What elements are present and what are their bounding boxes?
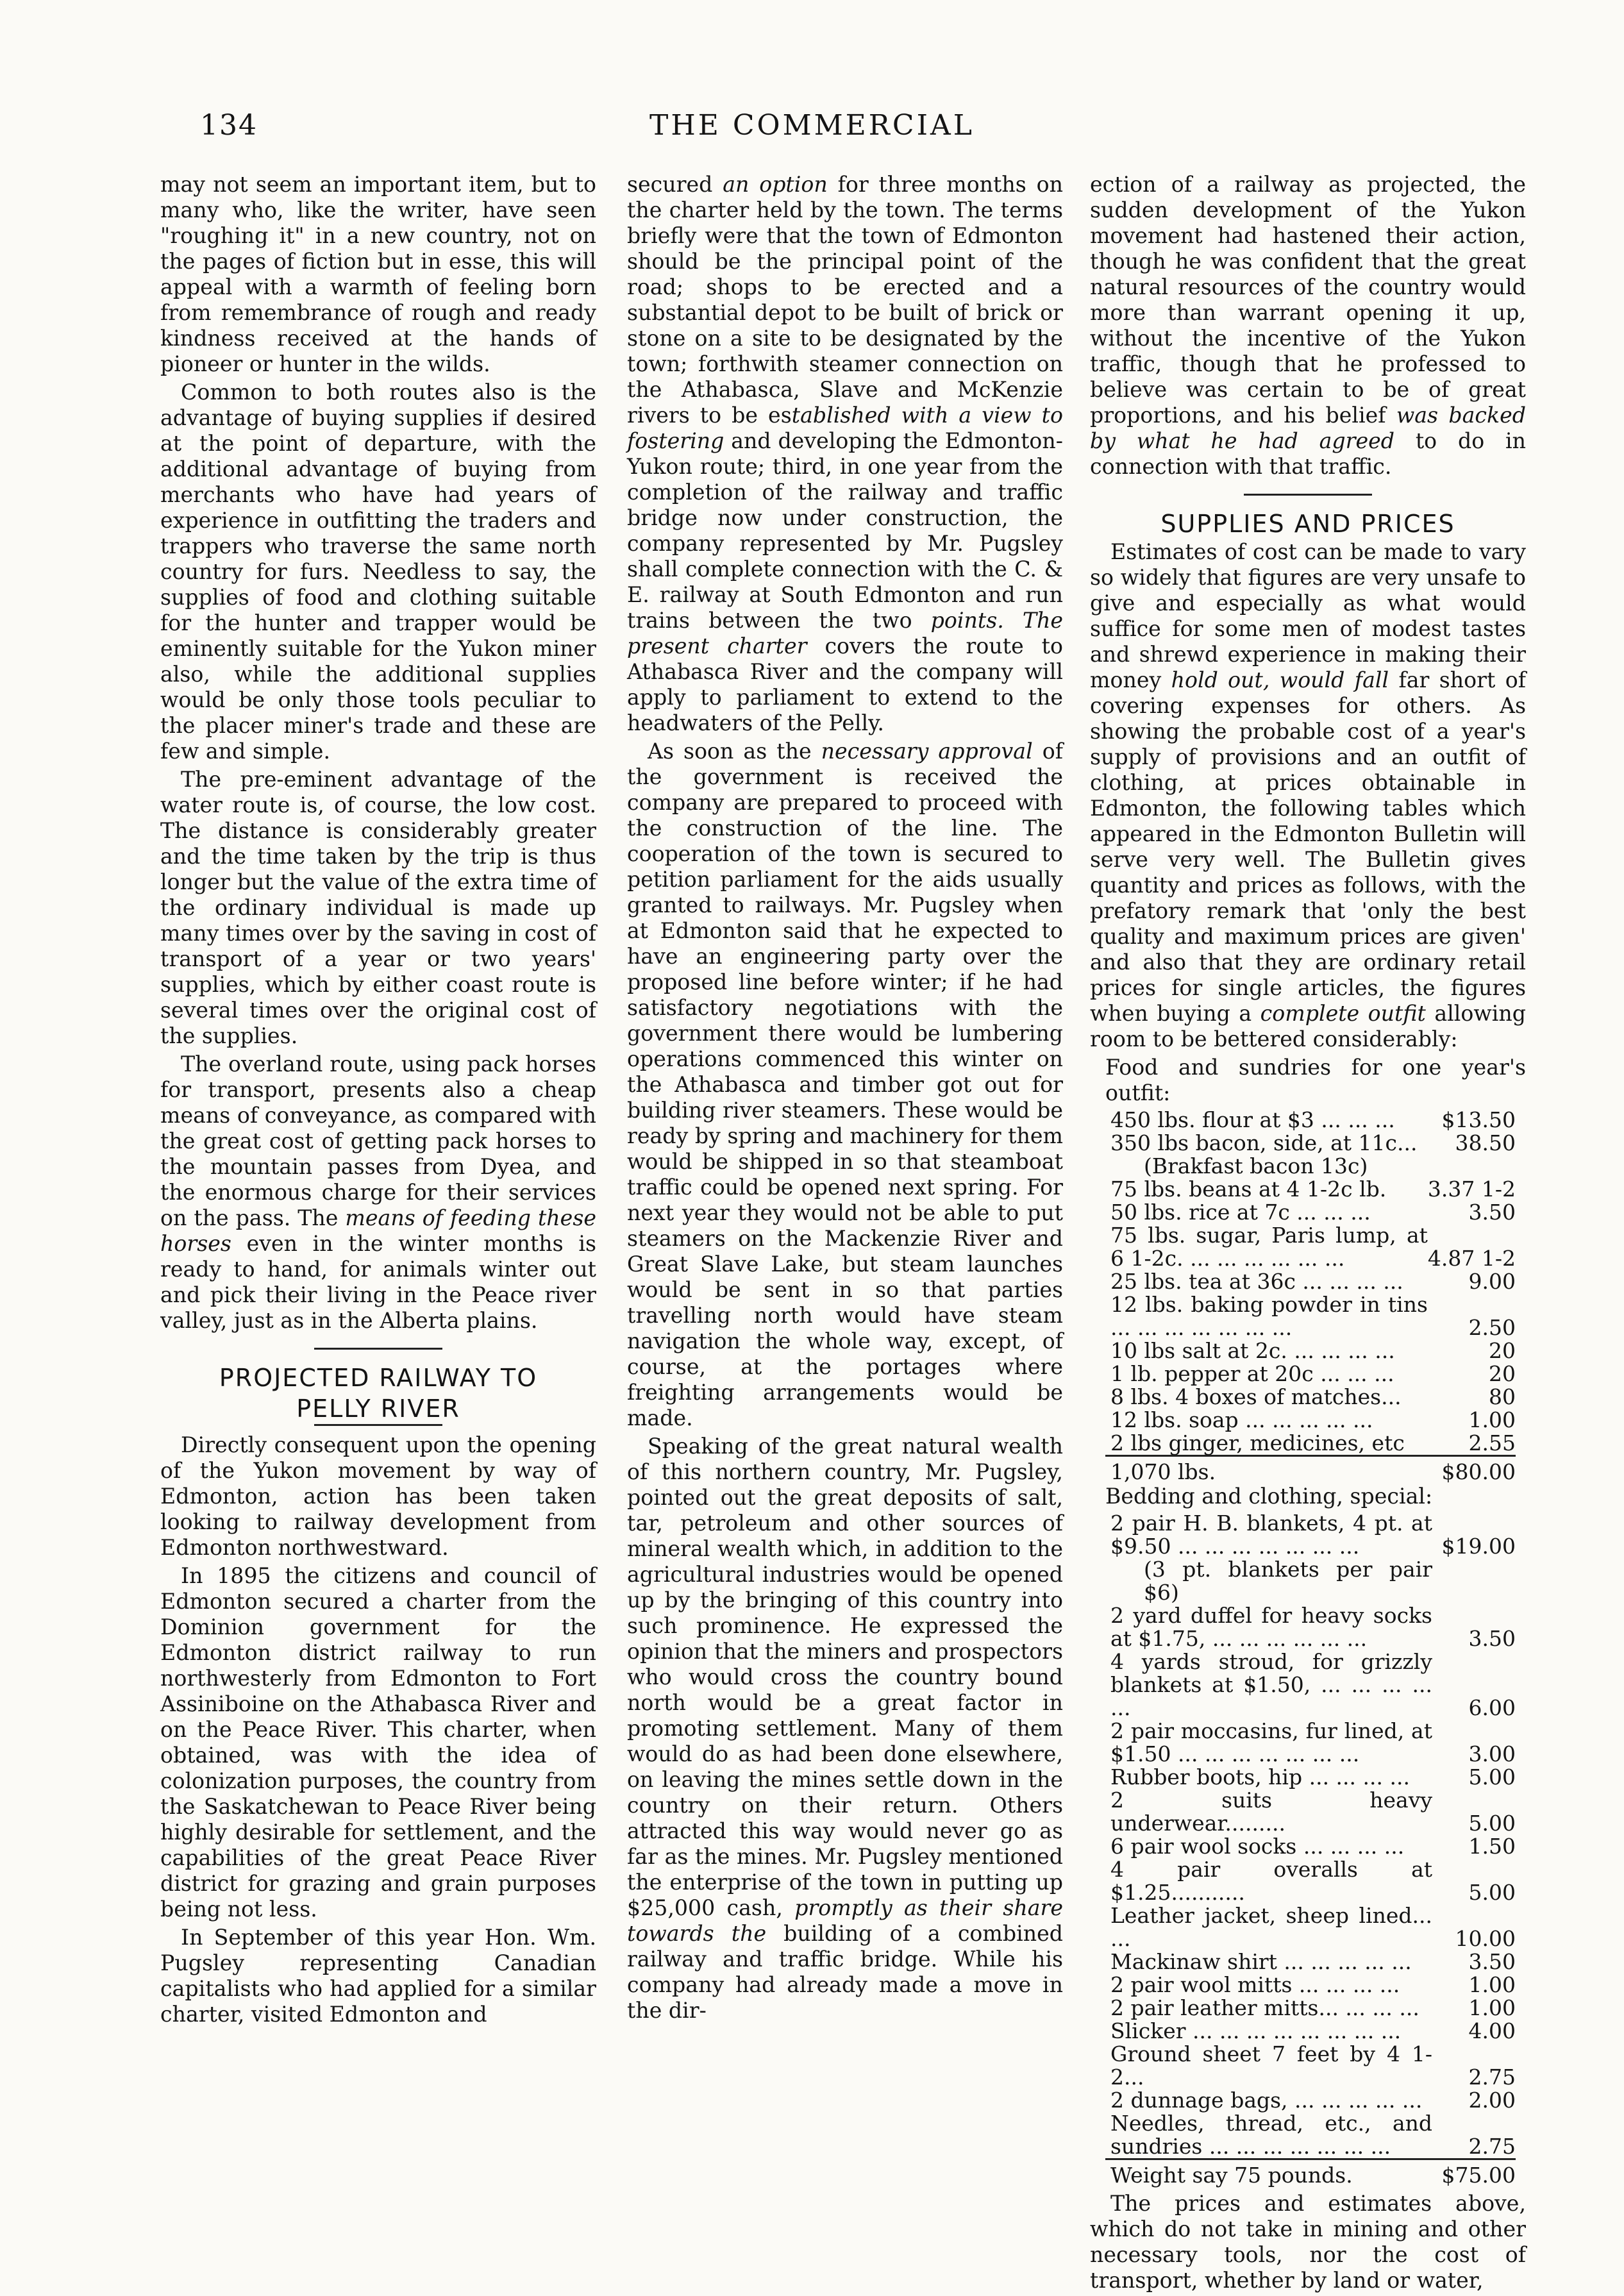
paragraph: Estimates of cost can be made to vary so widely that figures are very unsafe to give and especially as what would suffice for some men of modest tastes and shrewd experience in making their money hold out, would fall far short of covering expenses for others. As showing the probable cost of a year's supply of provisions and an outfit of clothing, at prices obtainable in Edmonton, the following tables which appeared in the Edmonton Bulletin will serve very well. The Bulletin gives quantity and prices as follows, with the prefatory remark that 'only the best quality and maximum prices are given' and also that they are ordinary retail prices for single articles, the figures when buying a complete outfit allowing room to be bettered considerably: [1090, 539, 1526, 1052]
column-3 [1090, 172, 1526, 2296]
paragraph: The pre-eminent advantage of the water route is, of course, the low cost. The distance is considerably greater and the time taken by the trip is thus longer but the value of the extra time of the ordinary individual is made up many times over by the saving in cost of transport of a year or two years' supplies, which by either coast route is several times over the original cost of the supplies. [160, 767, 596, 1048]
paragraph: may not seem an important item, but to many who, like the writer, have seen "roughing it" in a new country, not on the pages of fiction but in esse, this will appeal with a warmth of feeling born from remembrance of rough and ready kindness received at the hands of pioneer or hunter in the wilds. [160, 172, 596, 376]
item-price: 3.37 1-2 [1427, 1177, 1516, 1202]
table-row [1105, 1650, 1516, 1720]
item-label: (3 pt. blankets per pair $6) [1144, 1557, 1432, 1605]
section-rule [314, 1348, 442, 1350]
item-price [1428, 1155, 1516, 1178]
table-row [1105, 1835, 1516, 1858]
table-row [1105, 1201, 1516, 1224]
table-row [1105, 1155, 1516, 1178]
item-price: 3.50 [1468, 1626, 1516, 1651]
total-row [1105, 1456, 1516, 1484]
item-label: 12 lbs. soap ... ... ... ... ... [1110, 1407, 1373, 1432]
table-row [1105, 1950, 1516, 1973]
item-label: 2 pair moccasins, fur lined, at $1.50 ... ... ... ... ... ... ... [1110, 1718, 1432, 1766]
table-row [1105, 1997, 1516, 2020]
item-label: 1 lb. pepper at 20c ... ... ... [1110, 1361, 1394, 1386]
table-row [1105, 2020, 1516, 2043]
paragraph: In 1895 the citizens and council of Edmonton secured a charter from the Dominion government for the Edmonton district railway to run northwesterly from Edmonton to Fort Assiniboine on the Athabasca River and on the Peace River. This charter, when obtained, was with the idea of colonization purposes, the country from the Saskatchewan to Peace River being highly desirable for settlement, and the capabilities of the great Peace River district for grazing and grain purposes being not less. [160, 1563, 596, 1922]
paragraph: The overland route, using pack horses for transport, presents also a cheap means of conveyance, as compared with the great cost of getting pack horses to the mountain passes from Dyea, and the enormous charge for their services on the pass. The means of feeding these horses even in the winter months is ready to hand, for animals winter out and pick their living in the Peace river valley, just as in the Alberta plains. [160, 1052, 596, 1333]
item-label: 4 yards stroud, for grizzly blankets at $1.50, ... ... ... ... ... [1110, 1649, 1432, 1720]
table-row [1105, 2089, 1516, 2112]
item-label: Rubber boots, hip ... ... ... ... [1110, 1764, 1410, 1789]
item-price: 10.00 [1455, 1926, 1516, 1951]
table-row [1105, 1973, 1516, 1997]
item-label: 12 lbs. baking powder in tins ... ... ... ... ... ... ... [1110, 1292, 1428, 1340]
table-row [1105, 1604, 1516, 1650]
item-price: 5.00 [1468, 1764, 1516, 1789]
table-row [1105, 1132, 1516, 1155]
table-row [1105, 1178, 1516, 1201]
section-heading-supplies: SUPPLIES AND PRICES [1160, 510, 1455, 538]
table-caption: Food and sundries for one year's outfit: [1105, 1055, 1526, 1105]
item-price: 38.50 [1455, 1130, 1516, 1155]
item-label: 2 suits heavy underwear......... [1110, 1788, 1432, 1836]
item-price: 20 [1489, 1338, 1516, 1363]
item-price: 1.00 [1468, 1972, 1516, 1997]
item-label: 2 pair leather mitts... ... ... ... [1110, 1995, 1419, 2020]
paragraph: In September of this year Hon. Wm. Pugsley representing Canadian capitalists who had applied for a similar charter, visited Edmonton and [160, 1925, 596, 2027]
column-2 [627, 172, 1063, 2026]
item-label: 75 lbs. beans at 4 1-2c lb. [1110, 1177, 1387, 1202]
column-1 [160, 172, 596, 2030]
item-label: Slicker ... ... ... ... ... ... ... ... [1110, 2018, 1402, 2043]
section-rule [1244, 494, 1372, 496]
total-label: Weight say 75 pounds. [1105, 2159, 1432, 2188]
table-row [1105, 1432, 1516, 1456]
table-row [1105, 1362, 1516, 1386]
item-label: 10 lbs salt at 2c. ... ... ... ... [1110, 1338, 1395, 1363]
item-price: 5.00 [1468, 1880, 1516, 1905]
table-row [1105, 1270, 1516, 1293]
item-price: 6.00 [1468, 1695, 1516, 1720]
item-label: Mackinaw shirt ... ... ... ... ... [1110, 1949, 1412, 1974]
item-label: (Brakfast bacon 13c) [1144, 1153, 1368, 1178]
item-price: 80 [1489, 1384, 1516, 1409]
total-row [1105, 2159, 1516, 2188]
table-row [1105, 1386, 1516, 1409]
table-row [1105, 1766, 1516, 1789]
item-label: 2 pair H. B. blankets, 4 pt. at $9.50 ... ... ... ... ... ... ... [1110, 1511, 1432, 1559]
table-row [1105, 1720, 1516, 1766]
item-price: 3.50 [1468, 1200, 1516, 1225]
total-value: $80.00 [1428, 1456, 1516, 1484]
masthead-title: THE COMMERCIAL [649, 109, 975, 142]
item-price: 3.00 [1468, 1741, 1516, 1766]
clothing-table [1105, 1512, 1516, 2187]
item-label: 2 yard duffel for heavy socks at $1.75, ... ... ... ... ... ... [1110, 1603, 1432, 1651]
total-label: 1,070 lbs. [1105, 1456, 1428, 1484]
item-label: 2 dunnage bags, ... ... ... ... ... [1110, 2088, 1423, 2113]
item-label: 25 lbs. tea at 36c ... ... ... ... [1110, 1269, 1403, 1294]
paragraph: Common to both routes also is the advantage of buying supplies if desired at the point of departure, with the additional advantage of buying from merchants who have had years of experience in outfitting the traders and trappers who traverse the same north country for furs. Needless to say, the supplies of food and clothing suitable for the hunter and trapper would be eminently suitable for the Yukon miner also, while the additional supplies would be only those tools peculiar to the placer miner's trade and these are few and simple. [160, 380, 596, 764]
table-row [1105, 1904, 1516, 1950]
item-price: 4.87 1-2 [1427, 1246, 1516, 1271]
item-price: 2.55 [1468, 1430, 1516, 1455]
item-label: Needles, thread, etc., and sundries ... ... ... ... ... ... ... [1110, 2111, 1432, 2159]
item-price: 3.50 [1468, 1949, 1516, 1974]
item-price: 2.00 [1468, 2088, 1516, 2113]
item-price: 2.50 [1468, 1315, 1516, 1340]
item-label: 4 pair overalls at $1.25........... [1110, 1857, 1432, 1905]
paragraph: Directly consequent upon the opening of the Yukon movement by way of Edmonton, action has been taken looking to railway development from Edmonton northwestward. [160, 1432, 596, 1560]
table-row [1105, 1339, 1516, 1362]
item-price [1432, 1558, 1516, 1604]
table-row [1105, 1858, 1516, 1904]
item-label: 2 lbs ginger, medicines, etc [1110, 1430, 1405, 1455]
food-table [1105, 1109, 1516, 1484]
item-label: 6 pair wool socks ... ... ... ... [1110, 1834, 1405, 1859]
paragraph: The prices and estimates above, which do not take in mining and other necessary tools, nor the cost of transport, whether by land or water, [1090, 2191, 1526, 2293]
food-table-block [1105, 1055, 1526, 2187]
item-price: 4.00 [1468, 2018, 1516, 2043]
table-row [1105, 1109, 1516, 1132]
table-caption: Bedding and clothing, special: [1105, 1484, 1433, 1509]
table-row [1105, 1558, 1516, 1604]
item-price: 1.50 [1468, 1834, 1516, 1859]
item-label: 350 lbs bacon, side, at 11c... [1110, 1130, 1418, 1155]
paragraph: ection of a railway as projected, the sudden development of the Yukon movement had hastened their action, though he was confident that the great natural resources of the country would more than warrant opening it up, without the incentive of the Yukon traffic, though that he professed to believe was certain to be of great proportions, and his belief was backed by what he had agreed to do in connection with that traffic. [1090, 172, 1526, 479]
section-rule [314, 1424, 442, 1426]
item-price: 1.00 [1468, 1995, 1516, 2020]
table-row [1105, 1789, 1516, 1835]
item-label: Leather jacket, sheep lined... ... [1110, 1903, 1432, 1951]
paragraph: Speaking of the great natural wealth of this northern country, Mr. Pugsley, pointed out the great deposits of salt, tar, petroleum and other sources of mineral wealth which, in addition to the agricultural industries would be opened up by the bringing of this country into such prominence. He expressed the opinion that the miners and prospectors who would cross the country bound north would be a great factor in promoting settlement. Many of them would do as had been done elsewhere, on leaving the mines settle down in the country on their return. Others attracted this way would never go as far as the mines. Mr. Pugsley mentioned the enterprise of the town in putting up $25,000 cash, promptly as their share towards the building of a combined railway and traffic bridge. While his company had already made a move in the dir- [627, 1434, 1063, 2023]
item-label: 8 lbs. 4 boxes of matches... [1110, 1384, 1402, 1409]
item-price: 2.75 [1468, 2065, 1516, 2090]
section-heading-railway: PROJECTED RAILWAY TO PELLY RIVER [219, 1364, 538, 1423]
paragraph: secured an option for three months on the charter held by the town. The terms briefly were that the town of Edmonton should be the principal point of the road; shops to be erected and a substantial depot to be built of brick or stone on a site to be designated by the town; forthwith steamer connection on the Athabasca, Slave and McKenzie rivers to be established with a view to fostering and developing the Edmonton-Yukon route; third, in one year from the completion of the railway and traffic bridge now under construction, the company represented by Mr. Pugsley shall complete connection with the C. & E. railway at South Edmonton and run trains between the two points. The present charter covers the route to Athabasca River and the company will apply to parliament to extend to the headwaters of the Pelly. [627, 172, 1063, 735]
table-row [1105, 1224, 1516, 1270]
page-number: 134 [200, 109, 258, 142]
paragraph: As soon as the necessary approval of the government is received the company are prepared to proceed with the construction of the line. The cooperation of the town is secured to petition parliament for the aids usually granted to railways. Mr. Pugsley when at Edmonton said that he expected to have an engineering party over the proposed line before winter; if he had satisfactory negotiations with the government there would be lumbering operations commenced this winter on the Athabasca and timber got out for building river steamers. These would be ready by spring and machinery for them would be shipped in so that steamboat traffic could be opened next spring. For next year they would not be able to put steamers on the Mackenzie River and Great Slave Lake, but steam launches would be sent in so that parties travelling north would have steam navigation the whole way, except, of course, at the portages where freighting arrangements would be made. [627, 739, 1063, 1430]
item-label: 50 lbs. rice at 7c ... ... ... [1110, 1200, 1371, 1225]
item-price: 2.75 [1468, 2134, 1516, 2159]
table-row [1105, 2043, 1516, 2089]
item-price: $13.50 [1441, 1107, 1516, 1132]
item-label: Ground sheet 7 feet by 4 1-2... [1110, 2041, 1432, 2090]
item-price: 9.00 [1468, 1269, 1516, 1294]
item-price: $19.00 [1441, 1534, 1516, 1559]
table-row [1105, 2112, 1516, 2159]
item-label: 450 lbs. flour at $3 ... ... ... [1110, 1107, 1395, 1132]
total-value: $75.00 [1432, 2159, 1516, 2188]
item-label: 2 pair wool mitts ... ... ... ... [1110, 1972, 1400, 1997]
item-label: 75 lbs. sugar, Paris lump, at 6 1-2c. ... ... ... ... ... ... [1110, 1223, 1428, 1271]
item-price: 5.00 [1468, 1811, 1516, 1836]
table-row [1105, 1512, 1516, 1558]
table-row [1105, 1409, 1516, 1432]
page-header [0, 109, 1624, 160]
item-price: 1.00 [1468, 1407, 1516, 1432]
item-price: 20 [1489, 1361, 1516, 1386]
table-row [1105, 1293, 1516, 1339]
